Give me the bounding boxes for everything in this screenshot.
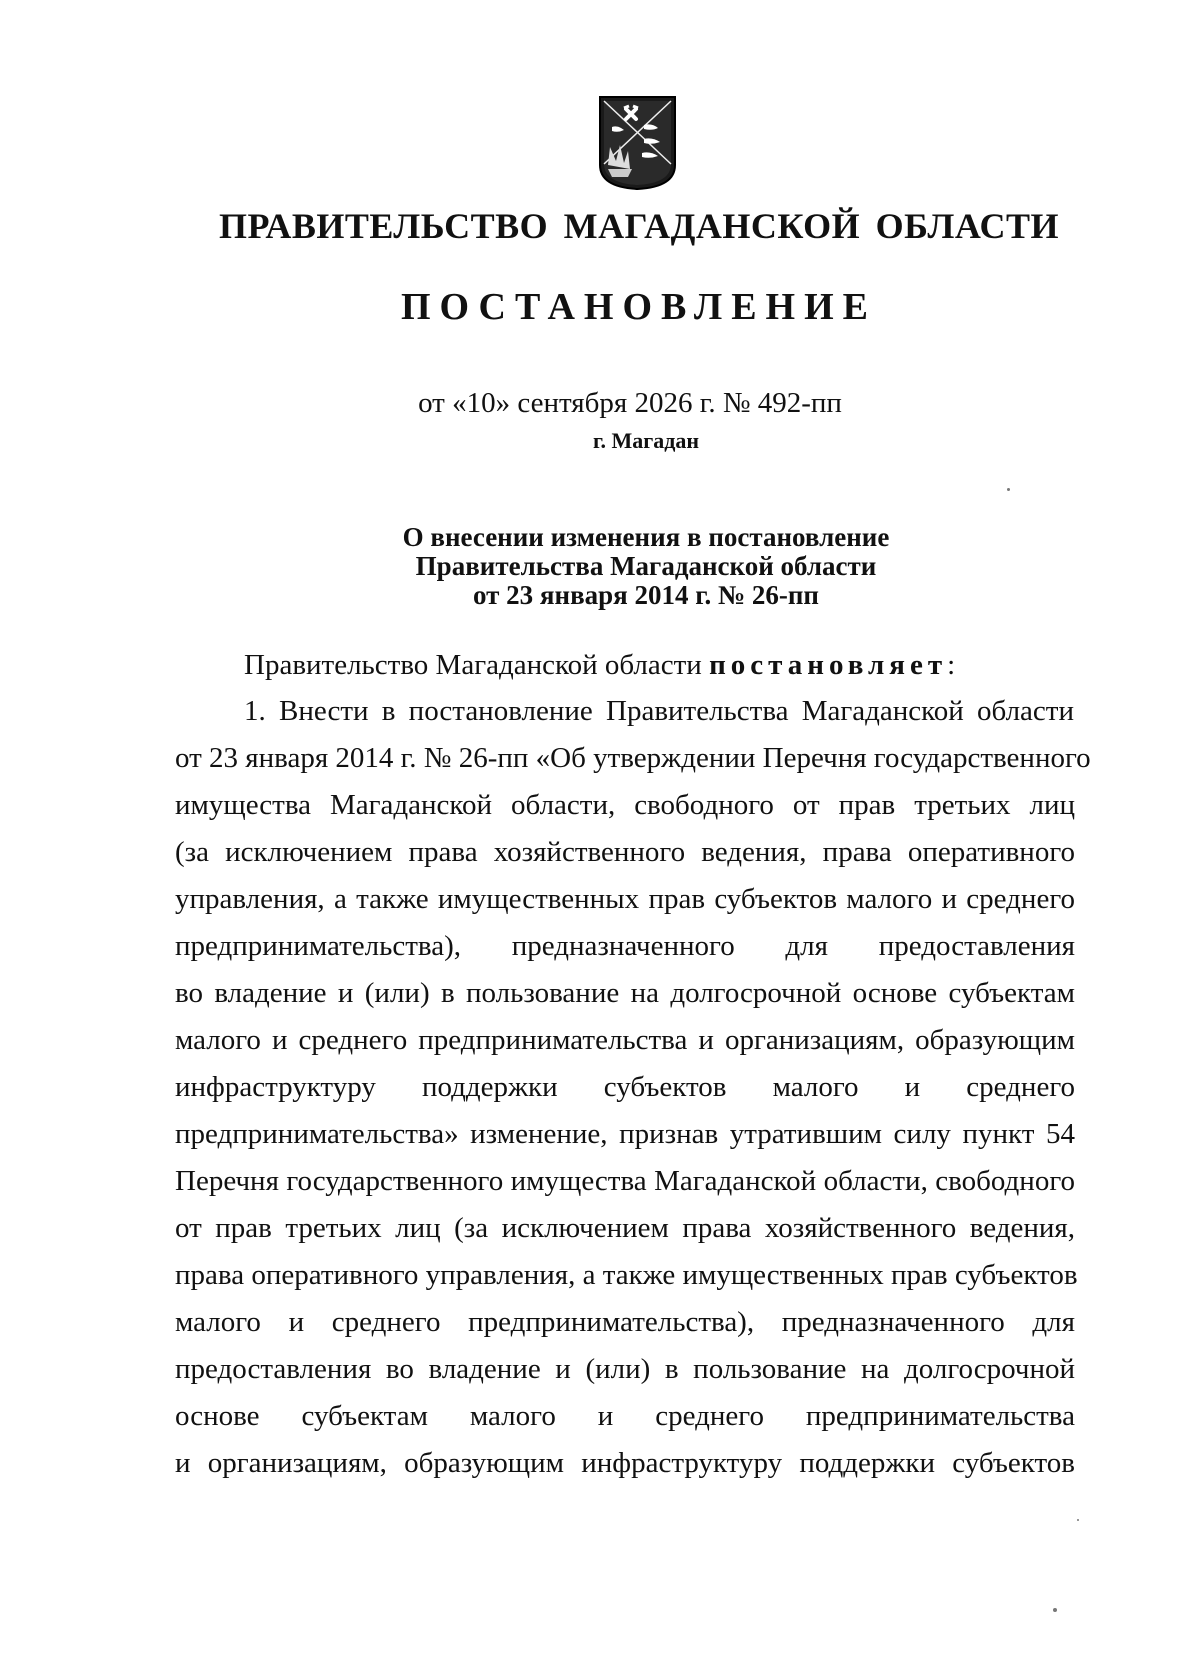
body-line: имущества Магаданской области, свободного от прав третьих лиц xyxy=(175,789,1075,821)
body-line: инфраструктуру поддержки субъектов малого и среднего xyxy=(175,1071,1075,1103)
body-line: права оперативного управления, а также имущественных прав субъектов xyxy=(175,1259,1078,1291)
body-line: (за исключением права хозяйственного ведения, права оперативного xyxy=(175,836,1075,868)
document-subject xyxy=(0,523,1200,610)
body-line: управления, а также имущественных прав субъектов малого и среднего xyxy=(175,883,1075,915)
preamble-action: постановляет xyxy=(709,649,948,681)
subject-line: Правительства Магаданской области xyxy=(415,551,877,581)
subject-line: О внесении изменения в постановление xyxy=(402,522,890,552)
body-line: предпринимательства), предназначенного для предоставления xyxy=(175,930,1075,962)
scan-speck xyxy=(1053,1608,1057,1612)
body-line: от прав третьих лиц (за исключением права хозяйственного ведения, xyxy=(175,1212,1075,1244)
body-line: предпринимательства» изменение, признав утратившим силу пункт 54 xyxy=(175,1118,1075,1150)
preamble-prefix: Правительство Магаданской области xyxy=(244,649,702,681)
body-line: Перечня государственного имущества Магаданской области, свободного xyxy=(175,1165,1075,1197)
body-line: во владение и (или) в пользование на долгосрочной основе субъектам xyxy=(175,977,1075,1009)
document-type-title: ПОСТАНОВЛЕНИЕ xyxy=(400,286,878,328)
coat-of-arms-icon xyxy=(598,95,677,191)
organization-title: ПРАВИТЕЛЬСТВО МАГАДАНСКОЙ ОБЛАСТИ xyxy=(218,206,1060,246)
preamble-suffix: : xyxy=(947,649,956,681)
document-date-number: от «10» сентября 2026 г. № 492-пп xyxy=(418,387,842,419)
body-line: основе субъектам малого и среднего предпринимательства xyxy=(175,1400,1075,1432)
body-line: малого и среднего предпринимательства), предназначенного для xyxy=(175,1306,1075,1338)
document-city: г. Магадан xyxy=(592,428,700,453)
preamble xyxy=(244,648,955,682)
scan-speck xyxy=(1007,488,1010,491)
body-line: и организациям, образующим инфраструктуру поддержки субъектов xyxy=(175,1447,1075,1479)
body-line: малого и среднего предпринимательства и организациям, образующим xyxy=(175,1024,1075,1056)
body-line: от 23 января 2014 г. № 26-пп «Об утверждении Перечня государственного xyxy=(175,742,1091,774)
body-line: 1. Внести в постановление Правительства Магаданской области xyxy=(244,695,1074,727)
body-line: предоставления во владение и (или) в пользование на долгосрочной xyxy=(175,1353,1075,1385)
scan-speck xyxy=(1077,1519,1079,1521)
subject-line: от 23 января 2014 г. № 26-пп xyxy=(473,580,819,610)
